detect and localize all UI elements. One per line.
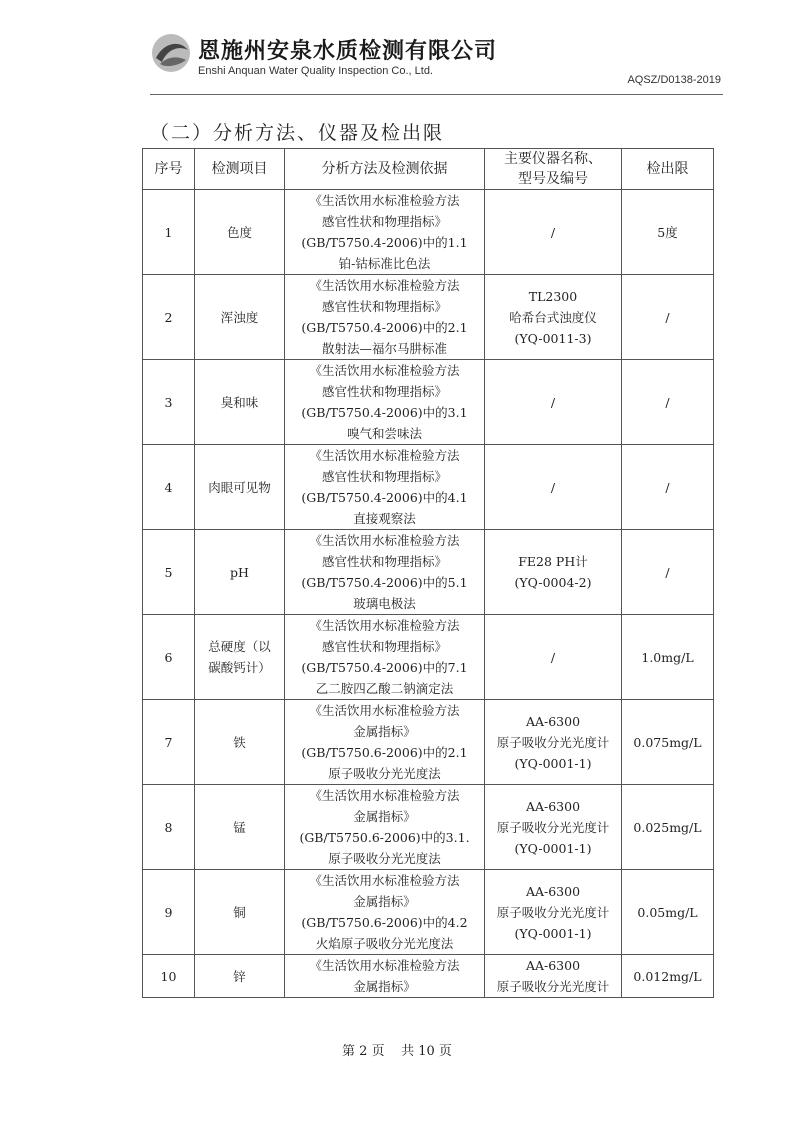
row-no: 5 — [143, 530, 195, 615]
row-item: 铁 — [195, 700, 285, 785]
row-limit: / — [622, 445, 714, 530]
row-item: 臭和味 — [195, 360, 285, 445]
letterhead — [150, 32, 725, 92]
row-method: 《生活饮用水标准检验方法 金属指标》 (GB/T5750.6-2006)中的2.1 原子吸收分光光度法 — [285, 700, 485, 785]
document-number: AQSZ/D0138-2019 — [627, 74, 721, 86]
table-row — [143, 190, 714, 275]
header-instrument: 主要仪器名称、 型号及编号 — [485, 149, 622, 190]
page-footer — [0, 1040, 794, 1059]
row-method: 《生活饮用水标准检验方法 感官性状和物理指标》 (GB/T5750.4-2006)中的2.1 散射法—福尔马肼标准 — [285, 275, 485, 360]
row-no: 4 — [143, 445, 195, 530]
section-title: （二）分析方法、仪器及检出限 — [150, 122, 445, 144]
row-instrument: FE28 PH计 (YQ-0004-2) — [485, 530, 622, 615]
row-instrument: / — [485, 615, 622, 700]
table-row — [143, 445, 714, 530]
row-item: 锰 — [195, 785, 285, 870]
row-method: 《生活饮用水标准检验方法 感官性状和物理指标》 (GB/T5750.4-2006)中的5.1 玻璃电极法 — [285, 530, 485, 615]
row-instrument: TL2300 哈希台式浊度仪 (YQ-0011-3) — [485, 275, 622, 360]
row-instrument: / — [485, 190, 622, 275]
table-row — [143, 955, 714, 998]
row-method: 《生活饮用水标准检验方法 金属指标》 — [285, 955, 485, 998]
row-instrument: AA-6300 原子吸收分光光度计 (YQ-0001-1) — [485, 785, 622, 870]
row-no: 9 — [143, 870, 195, 955]
header-method: 分析方法及检测依据 — [285, 149, 485, 190]
row-no: 10 — [143, 955, 195, 998]
row-method: 《生活饮用水标准检验方法 金属指标》 (GB/T5750.6-2006)中的4.2 火焰原子吸收分光光度法 — [285, 870, 485, 955]
row-instrument: AA-6300 原子吸收分光光度计 (YQ-0001-1) — [485, 700, 622, 785]
row-limit: 1.0mg/L — [622, 615, 714, 700]
row-method: 《生活饮用水标准检验方法 感官性状和物理指标》 (GB/T5750.4-2006)中的7.1 乙二胺四乙酸二钠滴定法 — [285, 615, 485, 700]
table-header-row — [143, 149, 714, 190]
row-no: 3 — [143, 360, 195, 445]
table-row — [143, 785, 714, 870]
row-instrument: AA-6300 原子吸收分光光度计 (YQ-0001-1) — [485, 870, 622, 955]
row-method: 《生活饮用水标准检验方法 感官性状和物理指标》 (GB/T5750.4-2006)中的4.1 直接观察法 — [285, 445, 485, 530]
company-name-en: Enshi Anquan Water Quality Inspection Co., Ltd. — [198, 65, 434, 77]
table-row — [143, 870, 714, 955]
row-instrument: AA-6300 原子吸收分光光度计 — [485, 955, 622, 998]
row-item: 总硬度（以 碳酸钙计） — [195, 615, 285, 700]
row-no: 7 — [143, 700, 195, 785]
row-method: 《生活饮用水标准检验方法 金属指标》 (GB/T5750.6-2006)中的3.1. 原子吸收分光光度法 — [285, 785, 485, 870]
header-divider — [150, 94, 723, 95]
row-limit: 0.012mg/L — [622, 955, 714, 998]
row-item: 色度 — [195, 190, 285, 275]
row-instrument: / — [485, 445, 622, 530]
row-limit: 0.075mg/L — [622, 700, 714, 785]
methods-table — [142, 148, 714, 998]
header-no: 序号 — [143, 149, 195, 190]
header-limit: 检出限 — [622, 149, 714, 190]
row-item: 铜 — [195, 870, 285, 955]
row-no: 8 — [143, 785, 195, 870]
row-limit: / — [622, 360, 714, 445]
row-no: 1 — [143, 190, 195, 275]
row-item: pH — [195, 530, 285, 615]
row-item: 锌 — [195, 955, 285, 998]
header-item: 检测项目 — [195, 149, 285, 190]
row-limit: 0.025mg/L — [622, 785, 714, 870]
row-limit: 5度 — [622, 190, 714, 275]
table-row — [143, 360, 714, 445]
row-item: 肉眼可见物 — [195, 445, 285, 530]
table-row — [143, 700, 714, 785]
row-limit: 0.05mg/L — [622, 870, 714, 955]
page-number: 第 2 页 — [342, 1044, 385, 1059]
row-no: 6 — [143, 615, 195, 700]
row-method: 《生活饮用水标准检验方法 感官性状和物理指标》 (GB/T5750.4-2006)中的3.1 嗅气和尝味法 — [285, 360, 485, 445]
row-method: 《生活饮用水标准检验方法 感官性状和物理指标》 (GB/T5750.4-2006)中的1.1 铂-钴标准比色法 — [285, 190, 485, 275]
table-row — [143, 275, 714, 360]
table-row — [143, 530, 714, 615]
table-row — [143, 615, 714, 700]
row-limit: / — [622, 275, 714, 360]
row-limit: / — [622, 530, 714, 615]
page-total: 共 10 页 — [401, 1044, 452, 1059]
row-instrument: / — [485, 360, 622, 445]
company-logo-icon — [150, 32, 192, 74]
row-no: 2 — [143, 275, 195, 360]
company-name-cn: 恩施州安泉水质检测有限公司 — [198, 38, 498, 64]
row-item: 浑浊度 — [195, 275, 285, 360]
